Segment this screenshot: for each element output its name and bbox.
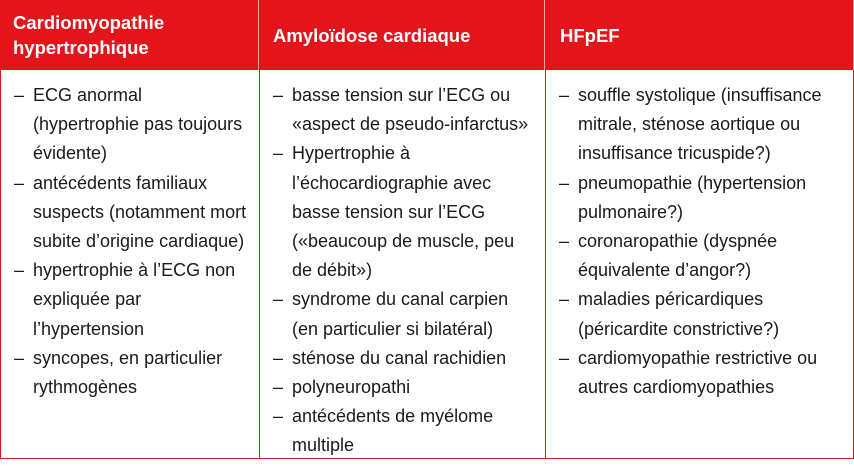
dash-bullet: – [559, 231, 570, 252]
list-item [273, 139, 539, 285]
list-item-text: pneumopathie (hypertension pulmonaire?) [578, 172, 807, 222]
list-item-text: basse tension sur l’ECG ou «aspect de pseudo-infarctus» [292, 85, 529, 135]
criteria-list [559, 81, 847, 402]
dash-bullet: – [559, 85, 570, 105]
list-item [273, 285, 539, 343]
dash-bullet: – [273, 289, 284, 310]
list-item [273, 81, 539, 139]
list-item-text: antécédents de myélome multiple [292, 406, 494, 456]
dash-bullet: – [14, 260, 25, 281]
list-item-text: Hypertrophie à l’échocardiographie avec basse tension sur l’ECG («beaucoup de muscle, peu de débit») [292, 143, 515, 281]
dash-bullet: – [559, 172, 570, 193]
criteria-list [14, 81, 253, 402]
dash-bullet: – [14, 85, 25, 105]
list-item-text: souffle systolique (insuffisance mitrale, sténose aortique ou insuffisance tricuspide?) [578, 85, 822, 164]
list-item [273, 373, 539, 402]
list-item [14, 81, 253, 169]
list-item [559, 344, 847, 402]
list-item-text: ECG anormal (hypertrophie pas toujours évidente) [33, 85, 243, 164]
column-header-amyloidose [259, 0, 545, 70]
list-item-text: syndrome du canal carpien (en particulier si bilatéral) [292, 289, 509, 339]
dash-bullet: – [273, 347, 284, 368]
list-item [14, 256, 253, 344]
list-item-text: sténose du canal rachidien [292, 347, 507, 368]
dash-bullet: – [559, 289, 570, 310]
column-body-cardiomyopathie [0, 70, 259, 459]
list-item-text: maladies péricardiques (péricardite constrictive?) [578, 289, 780, 339]
list-item [559, 227, 847, 285]
dash-bullet: – [14, 172, 25, 193]
list-item [559, 285, 847, 343]
list-item [559, 81, 847, 169]
list-item-text: antécédents familiaux suspects (notamment mort subite d’origine cardiaque) [33, 172, 247, 252]
dash-bullet: – [273, 143, 284, 164]
column-header-hfpef [545, 0, 854, 70]
list-item-text: hypertrophie à l’ECG non expliquée par l’hypertension [33, 260, 236, 339]
dash-bullet: – [273, 85, 284, 105]
column-body-amyloidose [259, 70, 545, 459]
list-item-text: coronaropathie (dyspnée équivalente d’angor?) [578, 231, 778, 281]
dash-bullet: – [559, 347, 570, 368]
list-item-text: cardiomyopathie restrictive ou autres cardiomyopathies [578, 347, 818, 398]
dash-bullet: – [14, 347, 25, 368]
dash-bullet: – [273, 406, 284, 427]
list-item-text: polyneuropathi [292, 377, 411, 398]
column-header-label: HFpEF [560, 24, 620, 46]
dash-bullet: – [273, 377, 284, 398]
list-item [559, 169, 847, 227]
column-body-hfpef [545, 70, 854, 459]
list-item-text: syncopes, en particulier rythmogènes [33, 347, 223, 398]
list-item [14, 169, 253, 257]
column-header-label: Cardiomyopathie hypertrophique [13, 12, 165, 58]
list-item [273, 402, 539, 460]
column-header-label: Amyloïdose cardiaque [273, 24, 471, 46]
criteria-list [273, 81, 539, 461]
list-item [273, 344, 539, 373]
column-header-cardiomyopathie [0, 0, 259, 70]
list-item [14, 344, 253, 402]
